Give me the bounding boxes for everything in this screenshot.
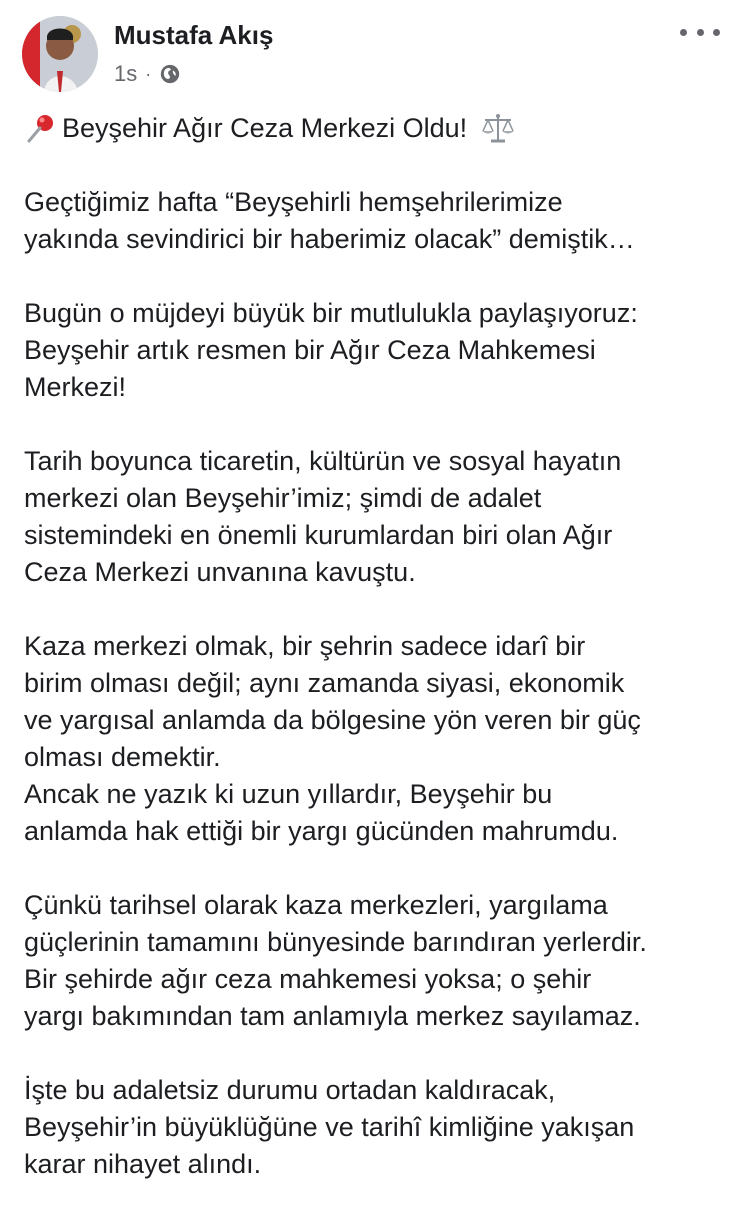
post-paragraph: Tarih boyunca ticaretin, kültürün ve sosyal hayatın merkezi olan Beyşehir’imiz; şimdi de adalet sistemindeki en önemli kurumlardan biri olan Ağır Ceza Merkezi unvanına kavuştu.: [24, 446, 622, 587]
post-header: [22, 16, 722, 96]
post-paragraph: İşte bu adaletsiz durumu ortadan kaldıracak, Beyşehir’in büyüklüğüne ve tarihî kimliğine yakışan karar nihayet alındı.: [24, 1075, 635, 1179]
more-dot: [713, 29, 720, 36]
more-dot: [680, 29, 687, 36]
post-time[interactable]: 1s: [114, 61, 138, 86]
round-pushpin-icon: [24, 111, 58, 145]
post-paragraph: Çünkü tarihsel olarak kaza merkezleri, yargılama güçlerinin tamamını bünyesinde barındıran yerlerdir. Bir şehirde ağır ceza mahkemesi yoksa; o şehir yargı bakımından tam anlamıyla merkez sayılamaz.: [24, 890, 647, 1031]
meta-separator: ·: [145, 63, 152, 84]
post-meta: [114, 60, 181, 88]
post-title: Beyşehir Ağır Ceza Merkezi Oldu!: [62, 112, 468, 143]
globe-icon[interactable]: [159, 63, 181, 85]
avatar[interactable]: [22, 16, 98, 92]
more-dot: [697, 29, 704, 36]
author-name[interactable]: Mustafa Akış: [114, 20, 274, 50]
balance-scale-icon: [479, 112, 517, 144]
post-paragraph: Bugün o müjdeyi büyük bir mutlulukla paylaşıyoruz: Beyşehir artık resmen bir Ağır Ceza Mahkemesi Merkezi!: [24, 298, 638, 402]
more-options-icon[interactable]: [680, 20, 720, 44]
post-content: [24, 108, 724, 1183]
post-title-line: [24, 108, 724, 148]
post-paragraph: Kaza merkezi olmak, bir şehrin sadece idarî bir birim olması değil; aynı zamanda siyasi, ekonomik ve yargısal anlamda da bölgesine yön veren bir güç olması demektir. Ancak ne yazık ki uzun yıllardır, Beyşehir bu anlamda hak ettiği bir yargı gücünden mahrumdu.: [24, 631, 641, 846]
post-paragraph: Geçtiğimiz hafta “Beyşehirli hemşehrilerimize yakında sevindirici bir haberimiz olacak” demiştik…: [24, 187, 635, 254]
